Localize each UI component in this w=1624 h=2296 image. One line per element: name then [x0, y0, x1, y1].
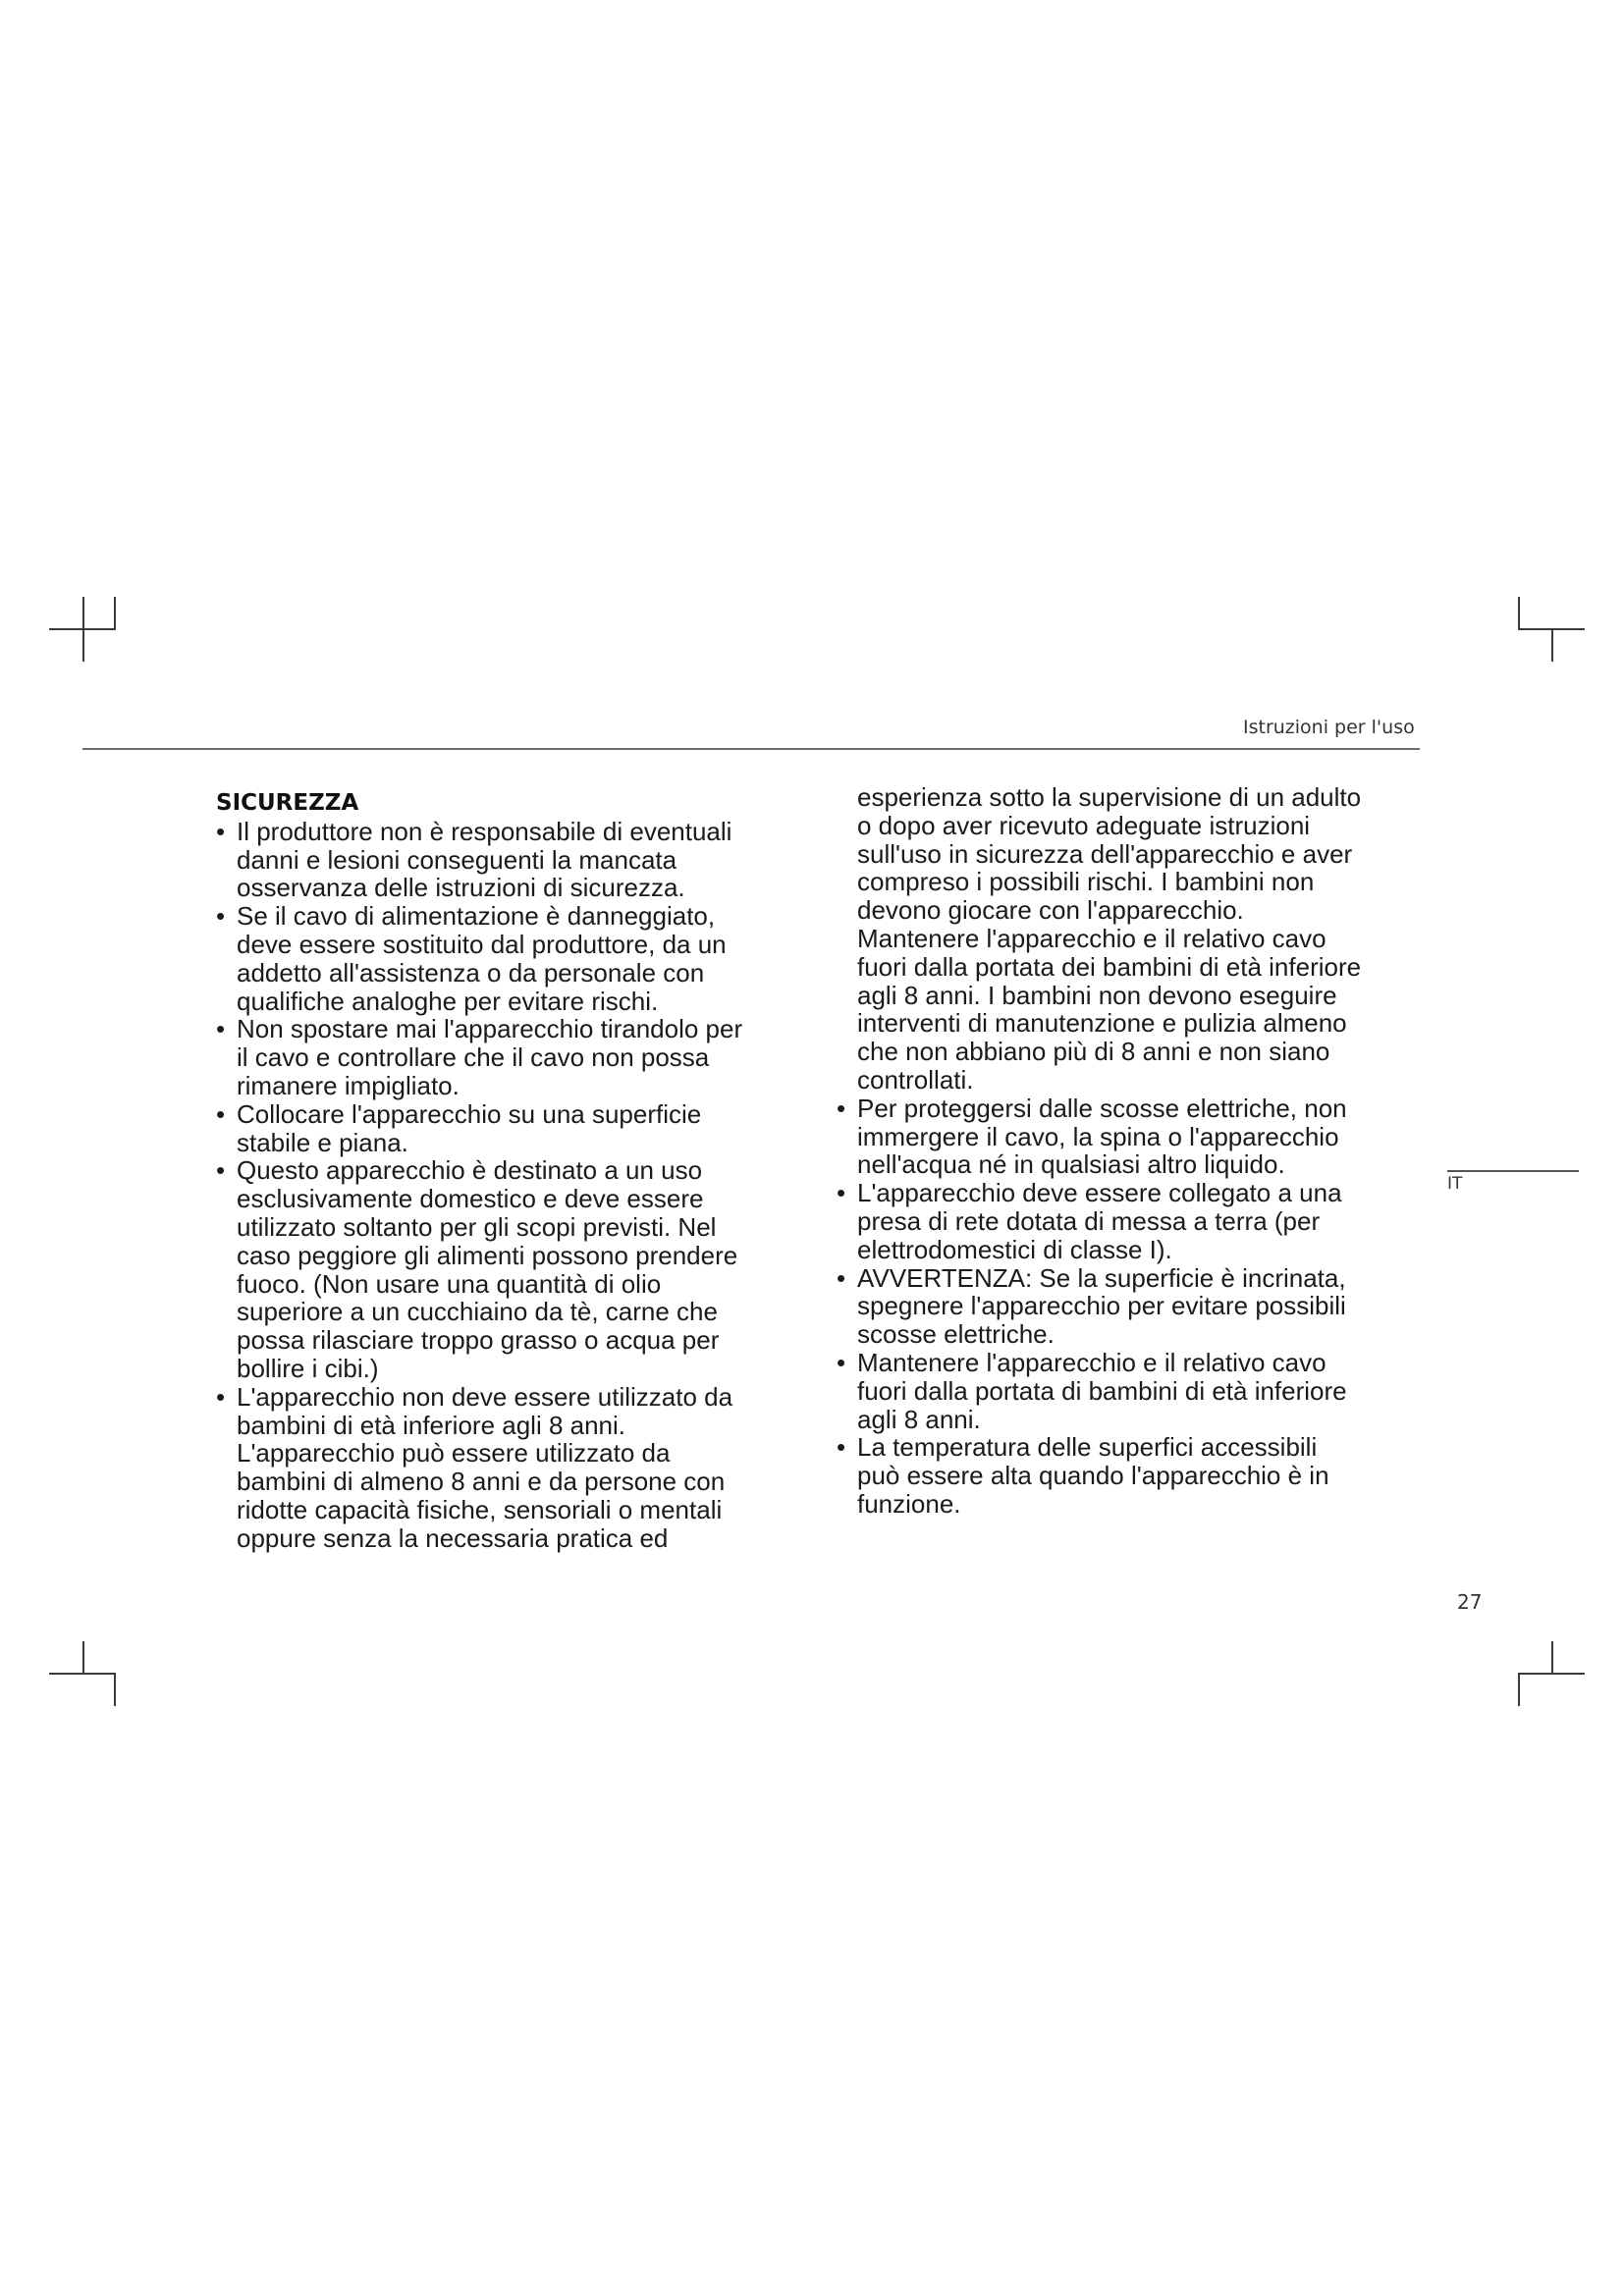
header-rule — [82, 748, 1420, 750]
list-item: • La temperatura delle superfici accessibili può essere alta quando l'apparecchio è in funzione. — [837, 1433, 1435, 1518]
list-item: • Mantenere l'apparecchio e il relativo cavo fuori dalla portata di bambini di età inferiore agli 8 anni. — [837, 1349, 1435, 1433]
page-number: 27 — [1457, 1590, 1483, 1614]
list-item: • Il produttore non è responsabile di eventuali danni e lesioni conseguenti la mancata osservanza delle istruzioni di sicurezza. — [216, 818, 825, 902]
language-tab-rule — [1447, 1170, 1579, 1172]
list-item: • L'apparecchio deve essere collegato a una presa di rete dotata di messa a terra (per elettrodomestici di classe I). — [837, 1179, 1435, 1263]
list-item: • Se il cavo di alimentazione è danneggiato, deve essere sostituito dal produttore, da un addetto all'assistenza o da personale con qualifiche analoghe per evitare rischi. — [216, 902, 825, 1015]
list-item: • Non spostare mai l'apparecchio tirandolo per il cavo e controllare che il cavo non possa rimanere impigliato. — [216, 1015, 825, 1099]
list-item: • Collocare l'apparecchio su una superficie stabile e piana. — [216, 1100, 825, 1157]
running-header: Istruzioni per l'uso — [1243, 717, 1415, 738]
language-tab: IT — [1447, 1174, 1463, 1194]
list-item: • Questo apparecchio è destinato a un uso esclusivamente domestico e deve essere utilizzato soltanto per gli scopi previsti. Nel caso peggiore gli alimenti possono prendere fuoco. (Non usare una quantità di olio superiore a un cucchiaino da tè, carne che possa rilasciare troppo grasso o acqua per bollire i cibi.) — [216, 1156, 825, 1382]
right-column — [837, 783, 1435, 1519]
safety-list-right — [837, 1095, 1435, 1519]
list-item: • AVVERTENZA: Se la superficie è incrinata, spegnere l'apparecchio per evitare possibili scosse elettriche. — [837, 1264, 1435, 1349]
list-item: • L'apparecchio non deve essere utilizzato da bambini di età inferiore agli 8 anni. L'apparecchio può essere utilizzato da bambini di almeno 8 anni e da persone con ridotte capacità fisiche, sensoriali o mentali oppure senza la necessaria pratica ed — [216, 1383, 825, 1553]
safety-list-left — [216, 818, 825, 1553]
left-column — [216, 783, 825, 1553]
list-item: • Per proteggersi dalle scosse elettriche, non immergere il cavo, la spina o l'apparecchio nell'acqua né in qualsiasi altro liquido. — [837, 1095, 1435, 1179]
list-item-continuation: esperienza sotto la supervisione di un adulto o dopo aver ricevuto adeguate istruzioni sull'uso in sicurezza dell'apparecchio e aver compreso i possibili rischi. I bambini non devono giocare con l'apparecchio. Mantenere l'apparecchio e il relativo cavo fuori dalla portata dei bambini di età inferiore agli 8 anni. I bambini non devono eseguire interventi di manutenzione e pulizia almeno che non abbiano più di 8 anni e non siano controllati. — [857, 782, 1362, 1095]
section-heading: SICUREZZA — [216, 790, 359, 816]
